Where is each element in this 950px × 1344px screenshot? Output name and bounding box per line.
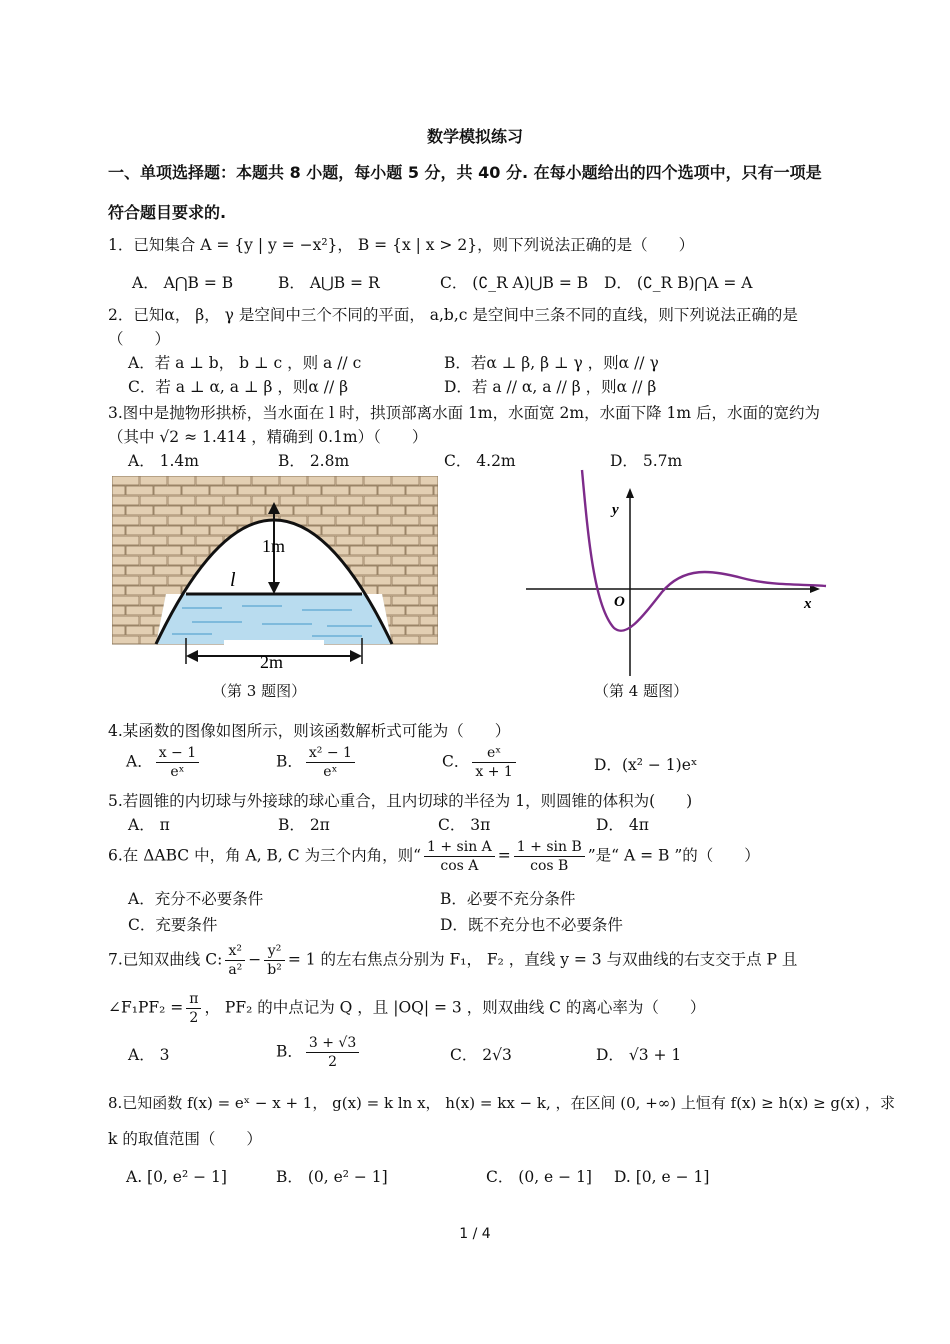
q6-fa-numerator: 1 + sin A (424, 838, 495, 857)
q1-option-a: A． A⋂B = B (132, 274, 234, 292)
q3-option-b: B． 2.8m (278, 452, 350, 470)
q8-option-a: A. [0, e² − 1] (126, 1168, 227, 1186)
q5-option-c: C． 3π (438, 816, 491, 834)
q4-c-denominator: x + 1 (475, 764, 513, 780)
q8-stem: 8.已知函数 f(x) = eˣ − x + 1， g(x) = k ln x， h(x) = kx − k, ，在区间 (0, +∞) 上恒有 f(x) ≥ h(x) ≥ g(x) ，求 (108, 1094, 895, 1112)
q5-option-a: A． π (128, 816, 170, 834)
q3-option-d: D． 5.7m (610, 452, 683, 470)
q4-stem: 4.某函数的图像如图所示，则该函数解析式可能为（ ） (108, 722, 511, 740)
q7-angle-pre: ∠F₁PF₂ = (108, 998, 184, 1017)
fig4-caption: （第 4 题图） (594, 682, 689, 700)
q4-c-numerator: eˣ (472, 744, 515, 763)
function-graph-figure (522, 466, 832, 678)
q5-option-b: B． 2π (278, 816, 330, 834)
q7-angle-post: ， PF₂ 的中点记为 Q ，且 |OQ| = 3 ，则双曲线 C 的离心率为（ ） (204, 998, 706, 1017)
q7-fx-denominator: a² (228, 962, 243, 978)
q4-b-denominator: eˣ (323, 764, 338, 780)
q2-stem: 2．已知α， β， γ 是空间中三个不同的平面， a,b,c 是空间中三条不同的直线，则下列说法正确的是 (108, 306, 798, 324)
q4-option-a (126, 744, 202, 781)
q6-option-b: B．必要不充分条件 (440, 890, 576, 908)
q2-option-c: C．若 a ⊥ α, a ⊥ β ，则α // β (128, 378, 349, 396)
label-x: x (804, 596, 812, 612)
q4-b-numerator: x² − 1 (306, 744, 355, 763)
q6-option-a: A．充分不必要条件 (128, 890, 264, 908)
q7-angle-denominator: 2 (189, 1010, 199, 1026)
q8-option-d: D. [0, e − 1] (614, 1168, 710, 1186)
q6-equals: = (497, 846, 511, 865)
q7-stem (108, 942, 797, 979)
q7-minus: − (248, 950, 262, 969)
q4-option-b-label: B． (276, 752, 303, 771)
q7-fraction-y (264, 942, 285, 979)
q1-stem: 1．已知集合 A = {y | y = −x²}， B = {x | x > 2}，则下列说法正确的是（ ） (108, 236, 695, 254)
label-l: l (230, 569, 236, 591)
q7-option-b-fraction (306, 1034, 359, 1071)
q1-option-d: D． (∁_R B)⋂A = A (604, 274, 753, 292)
q7-fraction-x (225, 942, 245, 979)
q4-option-d-label: D． (594, 756, 622, 774)
q4-option-a-label: A． (126, 752, 153, 771)
q3-stem: 3.图中是抛物形拱桥，当水面在 l 时，拱顶部离水面 1m，水面宽 2m，水面下降 1m 后，水面的宽约为 (108, 404, 820, 422)
q4-option-c (442, 744, 519, 781)
q6-stem-pre: 6.在 ΔABC 中，角 A, B, C 为三个内角，则“ (108, 846, 421, 865)
q5-stem: 5.若圆锥的内切球与外接球的球心重合，且内切球的半径为 1，则圆锥的体积为( ) (108, 792, 693, 810)
q6-fb-numerator: 1 + sin B (514, 838, 585, 857)
q8-option-c: C． (0, e − 1] (486, 1168, 592, 1186)
label-width: 2m (260, 652, 284, 672)
q3-option-a: A． 1.4m (128, 452, 199, 470)
q4-a-denominator: eˣ (170, 764, 185, 780)
q7-option-a: A． 3 (128, 1046, 170, 1064)
fig3-caption: （第 3 题图） (212, 682, 307, 700)
q6-fraction-a (424, 838, 495, 875)
q8-stem-cont: k 的取值范围（ ） (108, 1130, 262, 1148)
section-heading-line1: 一、单项选择题：本题共 8 小题，每小题 5 分，共 40 分. 在每小题给出的四个选项中，只有一项是 (108, 163, 822, 182)
q2-option-d: D．若 a // α, a // β ，则α // β (444, 378, 657, 396)
q8-option-b: B． (0, e² − 1] (276, 1168, 388, 1186)
q6-option-d: D．既不充分也不必要条件 (440, 916, 623, 934)
q6-stem-post: ”是“ A = B ”的（ ） (587, 846, 760, 865)
section-heading-line2: 符合题目要求的. (108, 203, 227, 222)
label-height: 1m (262, 536, 286, 556)
q1-option-b: B． A⋃B = R (278, 274, 380, 292)
q2-stem-cont: （ ） (108, 330, 171, 348)
q7-option-c: C． 2√3 (450, 1046, 512, 1064)
q7-angle-numerator: π (186, 990, 201, 1009)
q2-option-b: B．若α ⊥ β, β ⊥ γ ，则α // γ (444, 354, 659, 372)
q4-option-a-fraction (156, 744, 199, 781)
q6-fraction-b (514, 838, 585, 875)
q3-stem-cont: （其中 √2 ≈ 1.414 ，精确到 0.1m）（ ） (108, 428, 428, 446)
q3-option-c: C． 4.2m (444, 452, 516, 470)
q7-stem-pre: 7.已知双曲线 C: (108, 950, 223, 969)
page-title: 数学模拟练习 (426, 127, 523, 146)
q1-option-c: C． (∁_R A)⋃B = B (440, 274, 589, 292)
q4-option-d-text: (x² − 1)eˣ (621, 756, 698, 774)
label-y: y (612, 502, 619, 518)
q7-fy-numerator: y² (264, 942, 285, 961)
q7-fy-denominator: b² (267, 962, 282, 978)
arch-bridge-figure (112, 476, 438, 676)
q4-a-numerator: x − 1 (156, 744, 199, 763)
q7-stem-post: = 1 的左右焦点分别为 F₁， F₂ ，直线 y = 3 与双曲线的右支交于点 P 且 (287, 950, 798, 969)
q6-stem (108, 838, 760, 875)
q7-b-numerator: 3 + √3 (306, 1034, 359, 1053)
q7-option-d: D． √3 + 1 (596, 1046, 682, 1064)
page-number: 1 / 4 (459, 1226, 491, 1242)
q4-option-c-label: C． (442, 752, 470, 771)
q6-fa-denominator: cos A (440, 858, 479, 874)
q4-option-b-fraction (306, 744, 355, 781)
q5-option-d: D． 4π (596, 816, 649, 834)
q4-option-b (276, 744, 358, 781)
q6-fb-denominator: cos B (530, 858, 569, 874)
q7-fx-numerator: x² (225, 942, 245, 961)
q7-stem-line2 (108, 990, 705, 1027)
label-o: O (614, 594, 625, 610)
q4-option-c-fraction (472, 744, 515, 781)
q6-option-c: C．充要条件 (128, 916, 218, 934)
q7-option-b-label: B． (276, 1042, 303, 1061)
q2-option-a: A．若 a ⊥ b， b ⊥ c ，则 a // c (128, 354, 362, 372)
q7-option-b (276, 1034, 362, 1071)
q4-option-d (594, 754, 697, 776)
q7-angle-fraction (186, 990, 201, 1027)
q7-b-denominator: 2 (328, 1054, 338, 1070)
